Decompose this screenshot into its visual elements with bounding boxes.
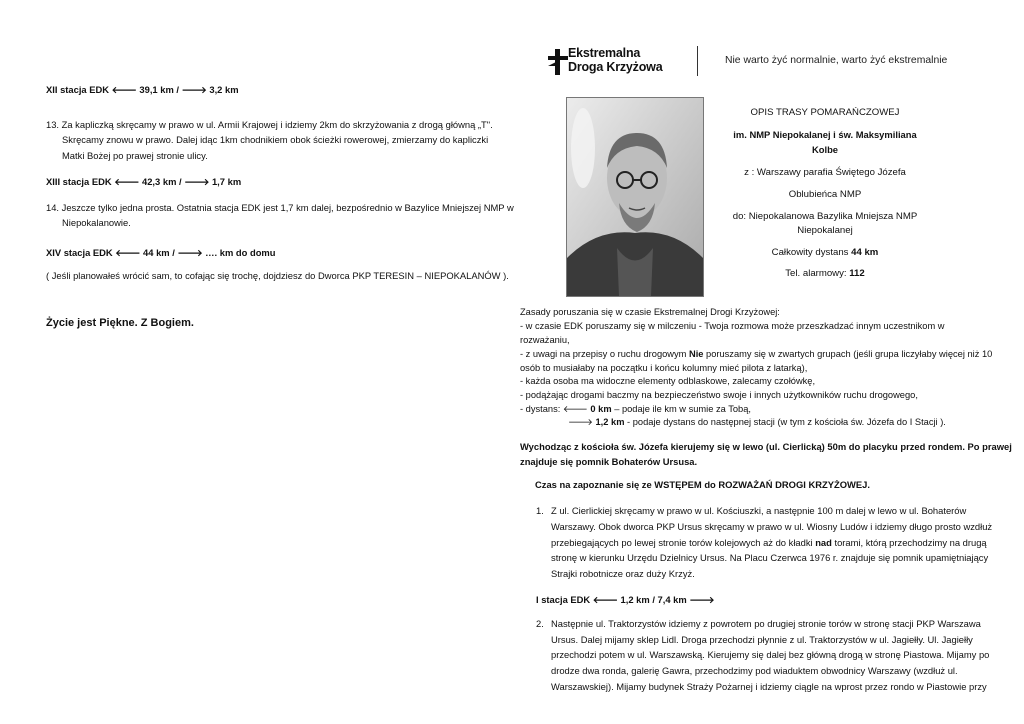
step-14-line-2: Niepokalanowie. <box>62 217 131 228</box>
station-14-heading: XIV stacja EDK 🡐 44 km / 🡒 …. km do domu <box>46 247 276 258</box>
emergency-phone-label: Tel. alarmowy: <box>785 268 850 279</box>
rule-3: - każda osoba ma widoczne elementy odblaskowe, zalecamy czołówkę, <box>520 376 816 386</box>
start-line-2: znajduje się pomnik Bohaterów Ursusa. <box>520 456 698 467</box>
return-note: ( Jeśli planowałeś wrócić sam, to cofając się trochę, dojdziesz do Dworca PKP TERESIN – NIEPOKALANÓW ). <box>46 270 509 281</box>
step-2-line-2: Ursus. Dalej mijamy sklep Lidl. Droga przechodzi płynnie z ul. Traktorzystów w ul. Jagiełły. Ul. Jagiełły <box>551 634 973 645</box>
rule-6-bold: 1,2 km <box>595 417 625 427</box>
step-2-line-1: Następnie ul. Traktorzystów idziemy z powrotem po drugiej stronie torów w stronę stacji PKP Warszawa <box>551 618 981 629</box>
step-1-text-a: przebiegających po lewej stronie torów kolejowych aż do kładki <box>551 537 816 548</box>
portrait-illustration <box>567 98 703 296</box>
step-13-line-1: 13. Za kapliczką skręcamy w prawo w ul. Armii Krajowej i idziemy 2km do skrzyżowania z drogą główną „T". <box>46 119 493 130</box>
edk-logo <box>546 44 676 78</box>
step-2-line-3: przechodzi potem w ul. Warszawską. Kierujemy się dalej bez główną drogą w stronę Piastowa. Mijamy po <box>551 649 990 660</box>
step-1-bold: nad <box>815 537 832 548</box>
rule-5-text-a: - dystans: 🡐 <box>520 404 591 414</box>
step-1-line-3 <box>551 535 987 551</box>
route-destination-line-2: Niepokalanej <box>797 225 853 236</box>
station-12-heading: XII stacja EDK 🡐 39,1 km / 🡒 3,2 km <box>46 84 239 95</box>
rule-6-arrow-icon: 🡒 <box>568 417 596 427</box>
step-13-line-2: Skręcamy znowu w prawo. Dalej idąc 1km chodnikiem obok ścieżki rowerowej, zmierzamy do kapliczki <box>62 134 489 145</box>
total-distance <box>710 247 940 258</box>
rule-2-text-b: poruszamy się w zwartych grupach (jeśli grupa liczyłaby więcej niż 10 <box>703 349 993 359</box>
total-distance-value: 44 km <box>851 247 879 258</box>
emergency-phone <box>710 268 940 279</box>
logo-text-line-1: Ekstremalna <box>568 46 641 60</box>
step-13-line-3: Matki Bożej po prawej stronie ulicy. <box>62 150 208 161</box>
rule-5-text-b: – podaje ile km w sumie za Tobą, <box>611 404 751 414</box>
route-name-line-1: im. NMP Niepokalanej i św. Maksymiliana <box>733 129 917 140</box>
rule-6 <box>568 415 946 431</box>
step-1-number: 1. <box>536 505 544 516</box>
step-1-line-5: Strajki robotnicze oraz duży Krzyż. <box>551 568 695 579</box>
logo-text-line-2: Droga Krzyżowa <box>568 60 663 74</box>
total-distance-label: Całkowity dystans <box>771 247 852 258</box>
step-1-line-4: stronę w kierunku Urzędu Dzielnicy Ursus. Na Placu Czerwca 1976 r. znajduje się pomnik upamiętniający <box>551 552 989 563</box>
rules-heading: Zasady poruszania się w czasie Ekstremalnej Drogi Krzyżowej: <box>520 307 780 317</box>
start-line-1: Wychodząc z kościoła św. Józefa kierujemy się w lewo (ul. Cierlicką) 50m do placyku przed rondem. Po prawej <box>520 441 1012 452</box>
step-1-text-b: torami, którą przechodzimy na drugą <box>831 537 987 548</box>
rule-2-line-2: osób to musiałaby na początku i końcu kolumny mieć pilota z latarką), <box>520 363 808 373</box>
cross-logo-icon <box>546 48 570 76</box>
header-motto: Nie warto żyć normalnie, warto żyć ekstremalnie <box>725 55 948 66</box>
intro-instruction: Czas na zapoznanie się ze WSTĘPEM do ROZWAŻAŃ DROGI KRZYŻOWEJ. <box>535 479 870 490</box>
rule-4: - podążając drogami baczmy na bezpieczeństwo swoje i innych użytkowników ruchu drogowego, <box>520 390 918 400</box>
step-1-line-2: Warszawy. Obok dworca PKP Ursus skręcamy w prawo w ul. Wiosny Ludów i idziemy długo prosto wzdłuż <box>551 521 993 532</box>
route-title: OPIS TRASY POMARAŃCZOWEJ <box>750 107 900 118</box>
rule-2-text-a: - z uwagi na przepisy o ruchu drogowym <box>520 349 689 359</box>
step-2-line-5: Warszawskiej). Mijamy budynek Straży Pożarnej i idziemy ciągle na wprost przez rondo w Piastowie przy <box>551 681 987 692</box>
rule-2-bold: Nie <box>688 349 704 359</box>
rule-1-line-1: - w czasie EDK poruszamy się w milczeniu - Twoja rozmowa może przeszkadzać innym uczestnikom w <box>520 321 945 331</box>
step-1-line-1: Z ul. Cierlickiej skręcamy w prawo w ul. Kościuszki, a następnie 100 m dalej w lewo w ul. Bohaterów <box>551 505 967 516</box>
header-divider <box>697 46 698 76</box>
step-14-line-1: 14. Jeszcze tylko jedna prosta. Ostatnia stacja EDK jest 1,7 km dalej, bezpośrednio w Bazylice Mniejszej NMP w <box>46 202 514 213</box>
step-2-number: 2. <box>536 618 544 629</box>
emergency-phone-value: 112 <box>849 268 865 279</box>
rule-6-text: - podaje dystans do następnej stacji (w tym z kościoła św. Józefa do I Stacji ). <box>624 417 946 427</box>
route-start: z : Warszawy parafia Świętego Józefa <box>744 167 906 178</box>
station-1-heading: I stacja EDK 🡐 1,2 km / 7,4 km 🡒 <box>536 594 715 605</box>
rule-1-line-2: rozważaniu, <box>520 335 570 345</box>
route-destination-line-1: do: Niepokalanowa Bazylika Mniejsza NMP <box>732 211 918 222</box>
route-name-line-2: Kolbe <box>811 144 839 155</box>
portrait-photo <box>566 97 704 297</box>
step-2-line-4: drodze dwa ronda, galerię Gawra, przechodzimy pod wiaduktem obwodnicy Warszawy (wzdłuż ul. <box>551 665 958 676</box>
rule-5-bold: 0 km <box>590 404 612 414</box>
route-start-2: Oblubieńca NMP <box>788 189 862 200</box>
station-13-heading: XIII stacja EDK 🡐 42,3 km / 🡒 1,7 km <box>46 176 242 187</box>
closing-blessing: Życie jest Piękne. Z Bogiem. <box>46 317 194 329</box>
